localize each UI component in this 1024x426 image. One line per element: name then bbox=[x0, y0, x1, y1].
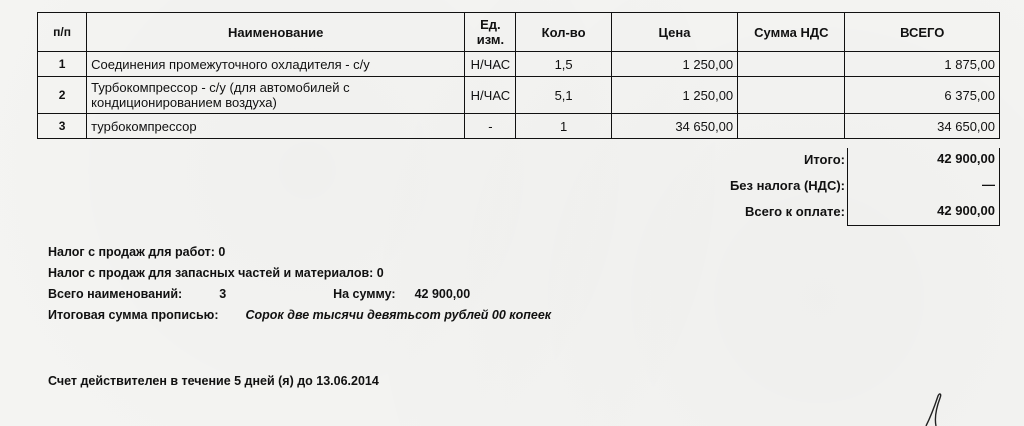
subtotal-row bbox=[37, 148, 1000, 174]
row-total: 6 375,00 bbox=[845, 77, 1000, 114]
subtotal-label: Итого: bbox=[804, 152, 845, 167]
row-unit: - bbox=[465, 114, 516, 139]
items-table bbox=[37, 12, 1000, 139]
row-qty: 1 bbox=[516, 114, 611, 139]
row-num: 3 bbox=[38, 114, 87, 139]
sum-label: На сумму: bbox=[333, 287, 396, 301]
no-tax-value: — bbox=[847, 174, 1000, 200]
header-qty: Кол-во bbox=[516, 13, 611, 52]
amount-in-words-value: Сорок две тысячи девятьсот рублей 00 копеек bbox=[245, 308, 552, 322]
grand-total-label: Всего к оплате: bbox=[745, 204, 845, 219]
row-total: 1 875,00 bbox=[845, 52, 1000, 77]
items-count-value: 3 bbox=[219, 287, 227, 301]
row-vat bbox=[738, 114, 845, 139]
table-row bbox=[38, 52, 1000, 77]
validity-note: Счет действителен в течение 5 дней (я) до 13.06.2014 bbox=[48, 374, 379, 388]
amount-in-words-line bbox=[48, 308, 551, 329]
signature-mark bbox=[922, 392, 962, 426]
parts-tax-note: Налог с продаж для запасных частей и материалов: 0 bbox=[48, 266, 384, 280]
labor-tax-note: Налог с продаж для работ: 0 bbox=[48, 245, 226, 259]
row-name: Турбокомпрессор - с/у (для автомобилей с кондиционированием воздуха) bbox=[87, 77, 465, 114]
row-name: Соединения промежуточного охладителя - с/у bbox=[87, 52, 465, 77]
row-num: 1 bbox=[38, 52, 87, 77]
items-count-line bbox=[48, 287, 551, 308]
totals-summary bbox=[37, 148, 1000, 226]
row-unit: Н/ЧАС bbox=[465, 52, 516, 77]
header-unit: Ед. изм. bbox=[465, 13, 516, 52]
header-num: п/п bbox=[38, 13, 87, 52]
row-num: 2 bbox=[38, 77, 87, 114]
grand-total-value: 42 900,00 bbox=[847, 200, 1000, 226]
row-qty: 1,5 bbox=[516, 52, 611, 77]
header-total: ВСЕГО bbox=[845, 13, 1000, 52]
row-unit: Н/ЧАС bbox=[465, 77, 516, 114]
row-price: 1 250,00 bbox=[611, 52, 737, 77]
items-count-label: Всего наименований: bbox=[48, 287, 183, 301]
row-vat bbox=[738, 77, 845, 114]
table-row bbox=[38, 77, 1000, 114]
header-vat: Сумма НДС bbox=[738, 13, 845, 52]
subtotal-value: 42 900,00 bbox=[847, 148, 1000, 174]
grand-total-row bbox=[37, 200, 1000, 226]
row-total: 34 650,00 bbox=[845, 114, 1000, 139]
row-qty: 5,1 bbox=[516, 77, 611, 114]
row-name: турбокомпрессор bbox=[87, 114, 465, 139]
invoice-notes bbox=[48, 245, 551, 329]
amount-in-words-label: Итоговая сумма прописью: bbox=[48, 308, 219, 322]
header-price: Цена bbox=[611, 13, 737, 52]
header-name: Наименование bbox=[87, 13, 465, 52]
table-header-row bbox=[38, 13, 1000, 52]
no-tax-row bbox=[37, 174, 1000, 200]
row-vat bbox=[738, 52, 845, 77]
sum-value: 42 900,00 bbox=[414, 287, 471, 301]
table-row bbox=[38, 114, 1000, 139]
no-tax-label: Без налога (НДС): bbox=[729, 178, 845, 193]
row-price: 34 650,00 bbox=[611, 114, 737, 139]
row-price: 1 250,00 bbox=[611, 77, 737, 114]
